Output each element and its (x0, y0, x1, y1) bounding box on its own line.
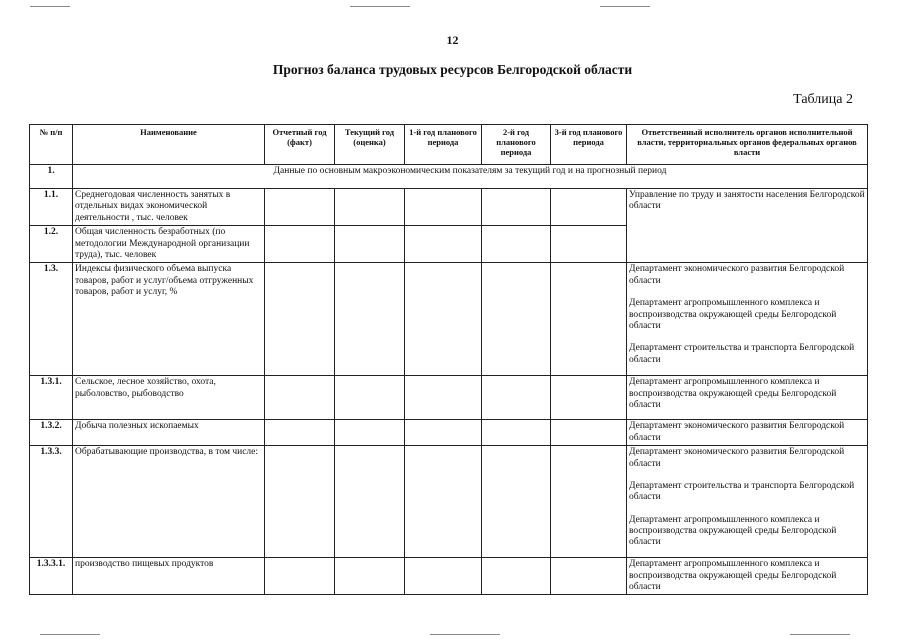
cell-plan-year-3 (551, 263, 627, 376)
header-plan-year-3: 3-й год планового периода (551, 125, 627, 165)
row-name: Сельское, лесное хозяйство, охота, рыболовство, рыбоводство (73, 376, 265, 420)
cell-report-year (265, 558, 335, 595)
table-row (30, 446, 868, 558)
header-plan-year-1: 1-й год планового периода (405, 125, 482, 165)
header-plan-year-2: 2-й год планового периода (482, 125, 551, 165)
section-num: 1. (30, 165, 73, 189)
cell-current-year (335, 263, 405, 376)
cell-report-year (265, 420, 335, 446)
table-row (30, 263, 868, 376)
responsible-agency: Департамент агропромышленного комплекса и воспроизводства окружающей среды Белгородской области (629, 298, 837, 331)
section-text: Данные по основным макроэкономическим показателям за текущий год и на прогнозный период (73, 165, 868, 189)
cell-plan-year-3 (551, 189, 627, 226)
cell-plan-year-2 (482, 376, 551, 420)
responsible-agency: Департамент экономического развития Белгородской области (629, 421, 845, 443)
table-row (30, 558, 868, 595)
row-num: 1.2. (30, 226, 73, 263)
cell-plan-year-1 (405, 226, 482, 263)
scan-artifact-line (600, 6, 650, 7)
table-row (30, 420, 868, 446)
cell-responsible (627, 420, 868, 446)
row-name: производство пищевых продуктов (73, 558, 265, 595)
row-num: 1.3.2. (30, 420, 73, 446)
scan-artifact-line (30, 6, 70, 7)
row-num: 1.3. (30, 263, 73, 376)
header-name: Наименование (73, 125, 265, 165)
section-row (30, 165, 868, 189)
responsible-agency: Департамент строительства и транспорта Белгородской области (629, 343, 855, 365)
responsible-agency: Департамент агропромышленного комплекса и воспроизводства окружающей среды Белгородской области (629, 559, 837, 592)
cell-responsible (627, 376, 868, 420)
cell-responsible (627, 189, 868, 263)
table-row (30, 189, 868, 226)
cell-current-year (335, 376, 405, 420)
row-name: Добыча полезных ископаемых (73, 420, 265, 446)
scan-artifact-line (40, 634, 100, 635)
row-name: Общая численность безработных (по методологии Международной организации труда), тыс. человек (73, 226, 265, 263)
cell-plan-year-2 (482, 263, 551, 376)
responsible-agency: Департамент агропромышленного комплекса и воспроизводства окружающей среды Белгородской области (629, 514, 837, 548)
scan-artifact-line (790, 634, 850, 635)
cell-report-year (265, 226, 335, 263)
labor-balance-table (29, 124, 868, 595)
cell-plan-year-3 (551, 376, 627, 420)
row-num: 1.3.3.1. (30, 558, 73, 595)
page-number: 12 (446, 33, 459, 47)
cell-plan-year-3 (551, 446, 627, 558)
responsible-agency: Департамент экономического развития Белгородской области (629, 264, 845, 286)
cell-plan-year-1 (405, 376, 482, 420)
cell-plan-year-3 (551, 558, 627, 595)
row-name: Обрабатывающие производства, в том числе: (73, 446, 265, 558)
cell-current-year (335, 446, 405, 558)
header-report-year: Отчетный год (факт) (265, 125, 335, 165)
cell-plan-year-1 (405, 446, 482, 558)
header-num: № п/п (30, 125, 73, 165)
scan-artifact-line (430, 634, 500, 635)
scan-artifact-line (350, 6, 410, 7)
row-num: 1.1. (30, 189, 73, 226)
cell-responsible (627, 446, 868, 558)
cell-report-year (265, 263, 335, 376)
row-num: 1.3.3. (30, 446, 73, 558)
cell-plan-year-3 (551, 226, 627, 263)
cell-plan-year-3 (551, 420, 627, 446)
cell-plan-year-2 (482, 189, 551, 226)
cell-plan-year-2 (482, 446, 551, 558)
cell-report-year (265, 446, 335, 558)
cell-report-year (265, 376, 335, 420)
cell-responsible (627, 558, 868, 595)
cell-responsible (627, 263, 868, 376)
row-num: 1.3.1. (30, 376, 73, 420)
header-responsible: Ответственный исполнитель органов исполнительной власти, территориальных органов федеральных органов власти (627, 125, 868, 165)
cell-plan-year-1 (405, 189, 482, 226)
table-label: Таблица 2 (793, 92, 853, 107)
responsible-agency: Департамент строительства и транспорта Белгородской области (629, 480, 855, 503)
cell-current-year (335, 226, 405, 263)
responsible-agency: Департамент агропромышленного комплекса и воспроизводства окружающей среды Белгородской области (629, 377, 837, 411)
cell-plan-year-2 (482, 420, 551, 446)
cell-plan-year-1 (405, 263, 482, 376)
responsible-agency: Управление по труду и занятости населения Белгородской области (629, 190, 865, 212)
cell-plan-year-1 (405, 420, 482, 446)
cell-plan-year-2 (482, 558, 551, 595)
cell-plan-year-1 (405, 558, 482, 595)
cell-current-year (335, 420, 405, 446)
cell-report-year (265, 189, 335, 226)
cell-current-year (335, 558, 405, 595)
document-title: Прогноз баланса трудовых ресурсов Белгородской области (272, 62, 633, 77)
cell-current-year (335, 189, 405, 226)
cell-plan-year-2 (482, 226, 551, 263)
responsible-agency: Департамент экономического развития Белгородской области (629, 447, 845, 469)
row-name: Индексы физического объема выпуска товаров, работ и услуг/объема отгруженных товаров, работ и услуг, % (73, 263, 265, 376)
row-name: Среднегодовая численность занятых в отдельных видах экономической деятельности , тыс. человек (73, 189, 265, 226)
table-header-row (30, 125, 868, 165)
table-row (30, 376, 868, 420)
header-current-year: Текущий год (оценка) (335, 125, 405, 165)
